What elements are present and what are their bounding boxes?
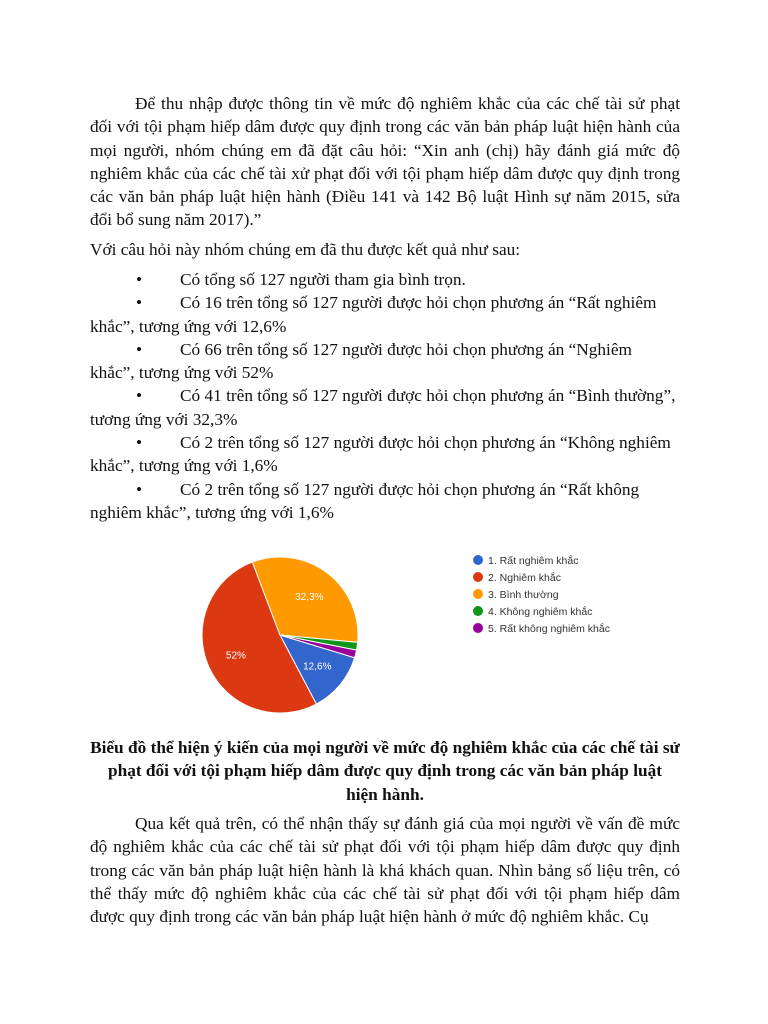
legend-label-3: 3. Bình thường <box>488 588 559 601</box>
bullet-dot-icon: • <box>135 386 143 406</box>
list-item <box>0 338 768 385</box>
legend-swatch-3 <box>473 589 483 599</box>
list-item-text: Có 66 trên tổng số 127 người được hỏi chọn phương án “Nghiêm khắc”, tương ứng với 52% <box>90 339 632 383</box>
list-item-text: Có 2 trên tổng số 127 người được hỏi chọn phương án “Không nghiêm khắc”, tương ứng với 1,6% <box>90 433 671 476</box>
results-list <box>0 268 768 524</box>
legend-label-4: 4. Không nghiêm khắc <box>488 605 593 618</box>
bullet-dot-icon: • <box>135 433 143 453</box>
pie-slice-label-3: 32,3% <box>295 592 324 603</box>
bullet-dot-icon: • <box>135 339 143 359</box>
bullet-dot-icon: • <box>135 479 143 499</box>
pie-chart <box>180 538 640 728</box>
legend-swatch-1 <box>473 555 483 565</box>
list-item-text: Có 41 trên tổng số 127 người được hỏi chọn phương án “Bình thường”, tương ứng với 32,3% <box>90 386 676 429</box>
pie-slice-label-1: 12,6% <box>303 661 332 673</box>
legend-swatch-5 <box>473 623 483 633</box>
list-item <box>0 291 768 338</box>
list-item-text: Có 16 trên tổng số 127 người được hỏi chọn phương án “Rất nghiêm khắc”, tương ứng với 12,6% <box>90 293 657 336</box>
legend-label-1: 1. Rất nghiêm khắc <box>488 554 579 567</box>
list-item <box>0 268 768 291</box>
intro-paragraph: Để thu nhập được thông tin về mức độ nghiêm khắc của các chế tài sử phạt đối với tội phạm hiếp dâm được quy định trong các văn bản pháp luật hiện hành của mọi người, nhóm chúng em đã đặt câu hỏi: “Xin anh (chị) hãy đánh giá mức độ nghiêm khắc của các chế tài xử phạt đối với tội phạm hiếp dâm được quy định trong các văn bản pháp luật hiện hành (Điều 141 và 142 Bộ luật Hình sự năm 2015, sửa đổi bổ sung năm 2017).” <box>90 94 680 230</box>
list-item <box>0 384 768 431</box>
list-item <box>0 431 768 478</box>
legend-label-5: 5. Rất không nghiêm khắc <box>488 622 610 635</box>
list-item-text: Có 2 trên tổng số 127 người được hỏi chọn phương án “Rất không nghiêm khắc”, tương ứng với 1,6% <box>90 479 640 522</box>
pie-slice-label-2: 52% <box>225 650 246 662</box>
list-item-text: Có tổng số 127 người tham gia bình trọn. <box>180 270 466 289</box>
conclusion-paragraph: Qua kết quả trên, có thể nhận thấy sự đánh giá của mọi người về vấn đề mức độ nghiêm khắc của các chế tài sử phạt đối với tội phạm hiếp dâm được quy định trong các văn bản pháp luật hiện hành là khá khách quan. Nhìn bảng số liệu trên, có thể thấy mức độ nghiêm khắc của các chế tài sử phạt đối với tội phạm hiếp dâm được quy định trong các văn bản pháp luật hiện hành ở mức độ nghiêm khắc. Cụ <box>90 814 680 927</box>
legend-swatch-2 <box>473 572 483 582</box>
pie-chart-svg <box>180 538 640 728</box>
chart-caption: Biểu đồ thể hiện ý kiến của mọi người về mức độ nghiêm khắc của các chế tài sử phạt đối với tội phạm hiếp dâm được quy định trong các văn bản pháp luật hiện hành. <box>90 738 680 804</box>
results-intro: Với câu hỏi này nhóm chúng em đã thu được kết quả như sau: <box>90 240 521 259</box>
legend-label-2: 2. Nghiêm khắc <box>488 571 561 584</box>
bullet-dot-icon: • <box>135 270 143 289</box>
legend-swatch-4 <box>473 606 483 616</box>
bullet-dot-icon: • <box>135 293 143 313</box>
list-item <box>0 478 768 525</box>
